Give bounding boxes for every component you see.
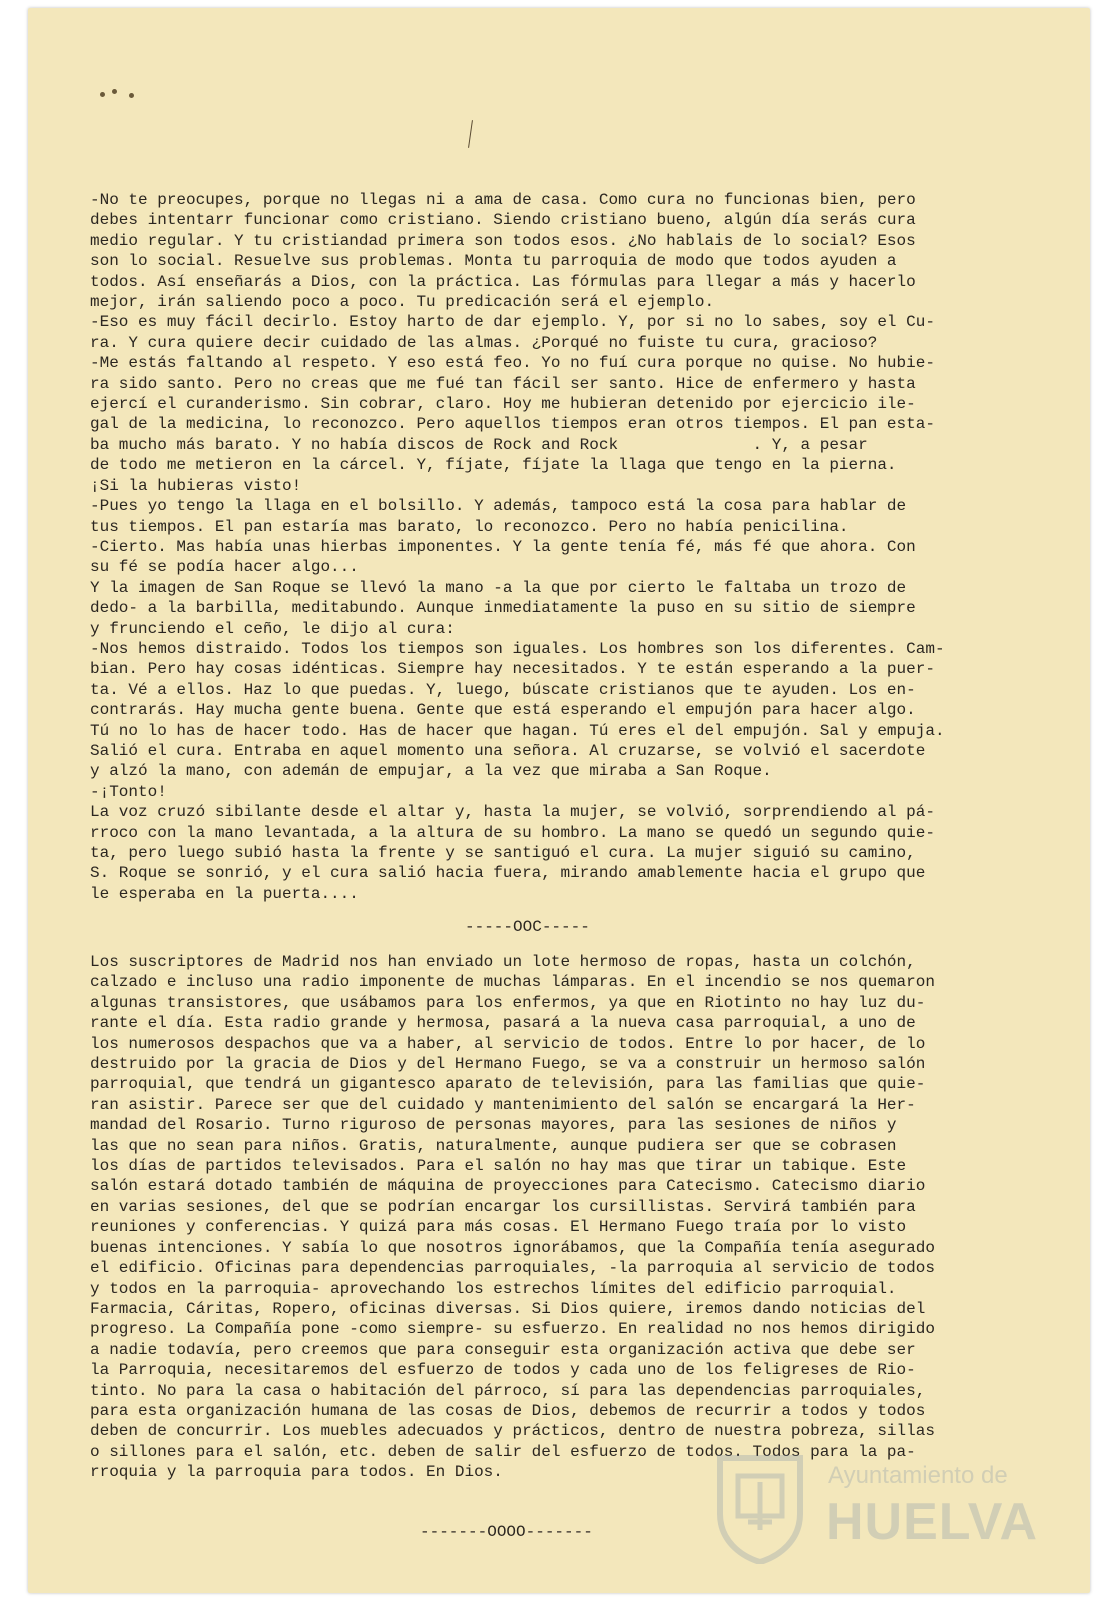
text-line: los numerosos despachos que va a haber, al servicio de todos. Entre lo por hacer, de lo xyxy=(90,1034,926,1053)
text-line: en varias sesiones, del que se podrían encargar los cursillistas. Servirá también para xyxy=(90,1197,916,1216)
text-line: ra sido santo. Pero no creas que me fué tan fácil ser santo. Hice de enfermero y hasta xyxy=(90,374,916,393)
text-line: o sillones para el salón, etc. deben de salir del esfuerzo de todos. Todos para la pa- xyxy=(90,1442,916,1461)
text-line: el edificio. Oficinas para dependencias parroquiales, -la parroquia al servicio de todos xyxy=(90,1259,935,1278)
punch-hole-mark xyxy=(129,93,134,98)
text-line: Farmacia, Cáritas, Ropero, oficinas diversas. Si Dios quiere, iremos dando noticias del xyxy=(90,1299,926,1318)
pen-mark xyxy=(468,120,473,148)
text-line: -Cierto. Mas había unas hierbas imponentes. Y la gente tenía fé, más fé que ahora. Con xyxy=(90,537,916,556)
text-line: Los suscriptores de Madrid nos han enviado un lote hermoso de ropas, hasta un colchón, xyxy=(90,953,916,971)
archive-watermark xyxy=(712,1452,1052,1567)
text-line: buenas intenciones. Y sabía lo que nosotros ignorábamos, que la Compañía tenía asegurado xyxy=(90,1238,935,1257)
text-line: S. Roque se sonrió, y el cura salió hacia fuera, mirando amablemente hacia el grupo que xyxy=(90,864,926,883)
text-line: salón estará dotado también de máquina de proyecciones para Catecismo. Catecismo diario xyxy=(90,1177,926,1196)
text-line: dedo- a la barbilla, meditabundo. Aunque inmediatamente la puso en su sitio de siempre xyxy=(90,599,916,618)
text-line: ta, pero luego subió hasta la frente y se santiguó el cura. La mujer siguió su camino, xyxy=(90,844,916,862)
text-line: destruido por la gracia de Dios y del Hermano Fuego, se va a construir un hermoso salón xyxy=(90,1055,926,1074)
text-line: ta. Vé a ellos. Haz lo que puedas. Y, luego, búscate cristianos que te ayuden. Los en- xyxy=(90,680,916,699)
text-line: Y la imagen de San Roque se llevó la mano -a la que por cierto le faltaba un trozo de xyxy=(90,578,907,597)
punch-hole-mark xyxy=(100,92,105,97)
text-line: -Me estás faltando al respeto. Y eso está feo. Yo no fuí cura porque no quise. No hubie- xyxy=(90,354,935,373)
text-line: Salió el cura. Entraba en aquel momento una señora. Al cruzarse, se volvió el sacerdote xyxy=(90,741,926,760)
text-line: a nadie todavía, pero creemos que para conseguir esta organización activa que debe ser xyxy=(90,1340,916,1359)
text-line: tinto. No para la casa o habitación del párroco, sí para las dependencias parroquiales, xyxy=(90,1381,926,1400)
text-line: y frunciendo el ceño, le dijo al cura: xyxy=(90,619,455,638)
text-line: medio regular. Y tu cristiandad primera son todos esos. ¿No hablais de lo social? Esos xyxy=(90,231,916,250)
text-line: su fé se podía hacer algo... xyxy=(90,558,359,577)
text-line: Tú no lo has de hacer todo. Has de hacer que hagan. Tú eres el del empujón. Sal y empuja. xyxy=(90,721,945,740)
text-line: las que no sean para niños. Gratis, naturalmente, aunque pudiera ser que se cobrasen xyxy=(90,1136,897,1155)
text-line: debes intentarr funcionar como cristiano. Siendo cristiano bueno, algún día serás cura xyxy=(90,211,916,230)
text-line: ra. Y cura quiere decir cuidado de las almas. ¿Porqué no fuiste tu cura, gracioso? xyxy=(90,333,878,352)
text-line: los días de partidos televisados. Para el salón no hay mas que tirar un tabique. Este xyxy=(90,1157,907,1176)
text-line: la Parroquia, necesitaremos del esfuerzo de todos y cada uno de los feligreses de Rio- xyxy=(90,1361,916,1380)
text-line: progreso. La Compañía pone -como siempre- su esfuerzo. En realidad no nos hemos dirigido xyxy=(90,1320,935,1339)
text-line: mejor, irán saliendo poco a poco. Tu predicación será el ejemplo. xyxy=(90,293,715,312)
text-line: todos. Así enseñarás a Dios, con la práctica. Las fórmulas para llegar a más y hacerlo xyxy=(90,272,916,291)
text-line: rroco con la mano levantada, a la altura de su hombro. La mano se quedó un segundo quie- xyxy=(90,823,935,842)
watermark-line1: Ayuntamiento de xyxy=(828,1462,1008,1489)
watermark-line2: HUELVA xyxy=(826,1493,1039,1551)
text-line: ran asistir. Parece ser que del cuidado y mantenimiento del salón se encargará la Her- xyxy=(90,1095,916,1114)
text-line: mandad del Rosario. Turno riguroso de personas mayores, para las sesiones de niños y xyxy=(90,1116,897,1135)
text-line: -Nos hemos distraido. Todos los tiempos son iguales. Los hombres son los diferentes. Cam- xyxy=(90,639,945,658)
text-line: rroquia y la parroquia para todos. En Dios. xyxy=(90,1463,503,1482)
text-line: -No te preocupes, porque no llegas ni a ama de casa. Como cura no funcionas bien, pero xyxy=(90,191,916,209)
punch-hole-mark xyxy=(112,89,117,94)
text-line: ba mucho más barato. Y no había discos de Rock and Rock . Y, a pesar xyxy=(90,435,868,454)
text-line: -Eso es muy fácil decirlo. Estoy harto de dar ejemplo. Y, por si no lo sabes, soy el Cu- xyxy=(90,313,935,332)
text-line: ejercí el curanderismo. Sin cobrar, claro. Hoy me hubieran detenido por ejercicio ile- xyxy=(90,395,916,414)
text-line: deben de concurrir. Los muebles adecuados y prácticos, dentro de nuestra pobreza, sillas xyxy=(90,1422,935,1441)
text-line: le esperaba en la puerta.... xyxy=(90,884,359,903)
text-line: tus tiempos. El pan estaría mas barato, lo reconozco. Pero no había penicilina. xyxy=(90,517,849,536)
text-line: rante el día. Esta radio grande y hermosa, pasará a la nueva casa parroquial, a uno de xyxy=(90,1014,916,1033)
dialogue-text xyxy=(90,190,990,904)
text-line: para esta organización humana de las cosas de Dios, debemos de recurrir a todos y todos xyxy=(90,1401,926,1420)
text-line: contrarás. Hay mucha gente buena. Gente que está esperando el empujón para hacer algo. xyxy=(90,701,916,720)
text-line: y todos en la parroquia- aprovechando los estrechos límites del edificio parroquial. xyxy=(90,1279,897,1298)
text-line: gal de la medicina, lo reconozco. Pero aquellos tiempos eran otros tiempos. El pan esta- xyxy=(90,415,935,434)
text-line: -Pues yo tengo la llaga en el bolsillo. Y además, tampoco está la cosa para hablar de xyxy=(90,497,907,516)
text-line: ¡Si la hubieras visto! xyxy=(90,476,302,495)
section-divider: -----OOC----- xyxy=(465,918,590,936)
text-line: de todo me metieron en la cárcel. Y, fíjate, fíjate la llaga que tengo en la pierna. xyxy=(90,456,897,475)
text-line: -¡Tonto! xyxy=(90,782,167,801)
end-divider: -------OOOO------- xyxy=(420,1523,593,1541)
text-line: parroquial, que tendrá un gigantesco aparato de televisión, para las familias que quie- xyxy=(90,1075,926,1094)
text-line: La voz cruzó sibilante desde el altar y, hasta la mujer, se volvió, sorprendiendo al pá- xyxy=(90,803,935,822)
text-line: bian. Pero hay cosas idénticas. Siempre hay necesitados. Y te están esperando a la puer- xyxy=(90,660,935,679)
text-line: y alzó la mano, con ademán de empujar, a la vez que miraba a San Roque. xyxy=(90,762,772,781)
text-line: algunas transistores, que usábamos para los enfermos, ya que en Riotinto no hay luz du- xyxy=(90,993,926,1012)
coat-of-arms-icon xyxy=(712,1452,808,1564)
text-line: reuniones y conferencias. Y quizá para más cosas. El Hermano Fuego traía por lo visto xyxy=(90,1218,907,1237)
text-line: calzado e incluso una radio imponente de muchas lámparas. En el incendio se nos quemaron xyxy=(90,973,935,992)
text-line: son lo social. Resuelve sus problemas. Monta tu parroquia de modo que todos ayuden a xyxy=(90,252,897,271)
news-text xyxy=(90,952,990,1483)
